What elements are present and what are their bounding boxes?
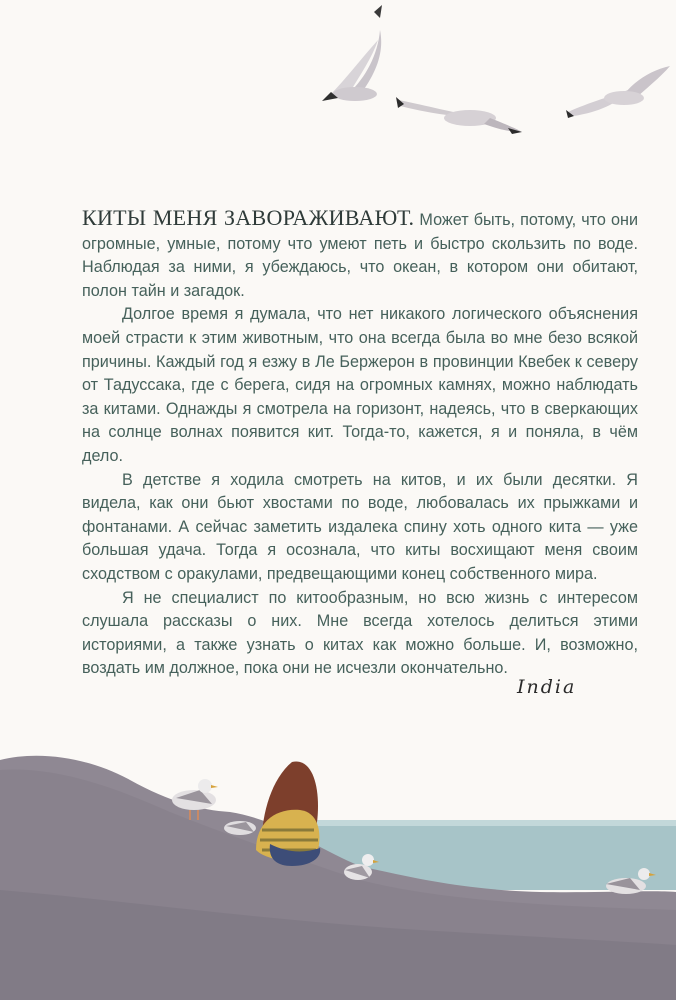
- seagull-2: [396, 97, 522, 134]
- article-text: [82, 206, 638, 681]
- seagull-1: [322, 5, 382, 101]
- paragraph-3: В детстве я ходила смотреть на китов, и их были десятки. Я видела, как они бьют хвостами по воде, любовалась их прыжками и фонтанами. А сейчас заметить издалека спину хоть одного кита — уже большая удача. Тогда я осознала, что киты восхищают меня своим сходством с оракулами, предвещающими конец собственного мира.: [82, 470, 638, 583]
- lead-heading: КИТЫ МЕНЯ ЗАВОРАЖИВАЮТ.: [82, 205, 415, 230]
- shore-illustration: [0, 740, 676, 1000]
- author-signature: India: [517, 676, 577, 698]
- paragraph-4: Я не специалист по китообразным, но всю жизнь с интересом слушала рассказы о них. Мне всегда хотелось делиться этими историями, а также узнать о китах как можно больше. И, возможно, воздать им должное, пока они не исчезли окончательно.: [82, 588, 638, 678]
- paragraph-1: [82, 206, 638, 303]
- seagull-standing-2: [224, 821, 256, 835]
- paragraph-2: Долгое время я думала, что нет никакого логического объяснения моей страсти к этим животным, что она всегда была во мне безо всякой причины. Каждый год я езжу в Ле Бержерон в провинции Квебек к северу от Тадуссака, где с берега, сидя на огромных камнях, можно наблюдать за китами. Однажды я смотрела на горизонт, надеясь, что в сверкающих на солнце волнах появится кит. Тогда-то, кажется, я и поняла, в чём дело.: [82, 305, 638, 465]
- seagull-3: [566, 66, 670, 118]
- seagulls-illustration: [0, 0, 676, 170]
- girl-figure: [256, 762, 320, 866]
- paragraph-1-text: Может быть, потому, что они огромные, умные, потому что умеют петь и быстро скользить по воде. Наблюдая за ними, я убеждаюсь, что океан, в котором они обитают, полон тайн и загадок.: [82, 211, 638, 300]
